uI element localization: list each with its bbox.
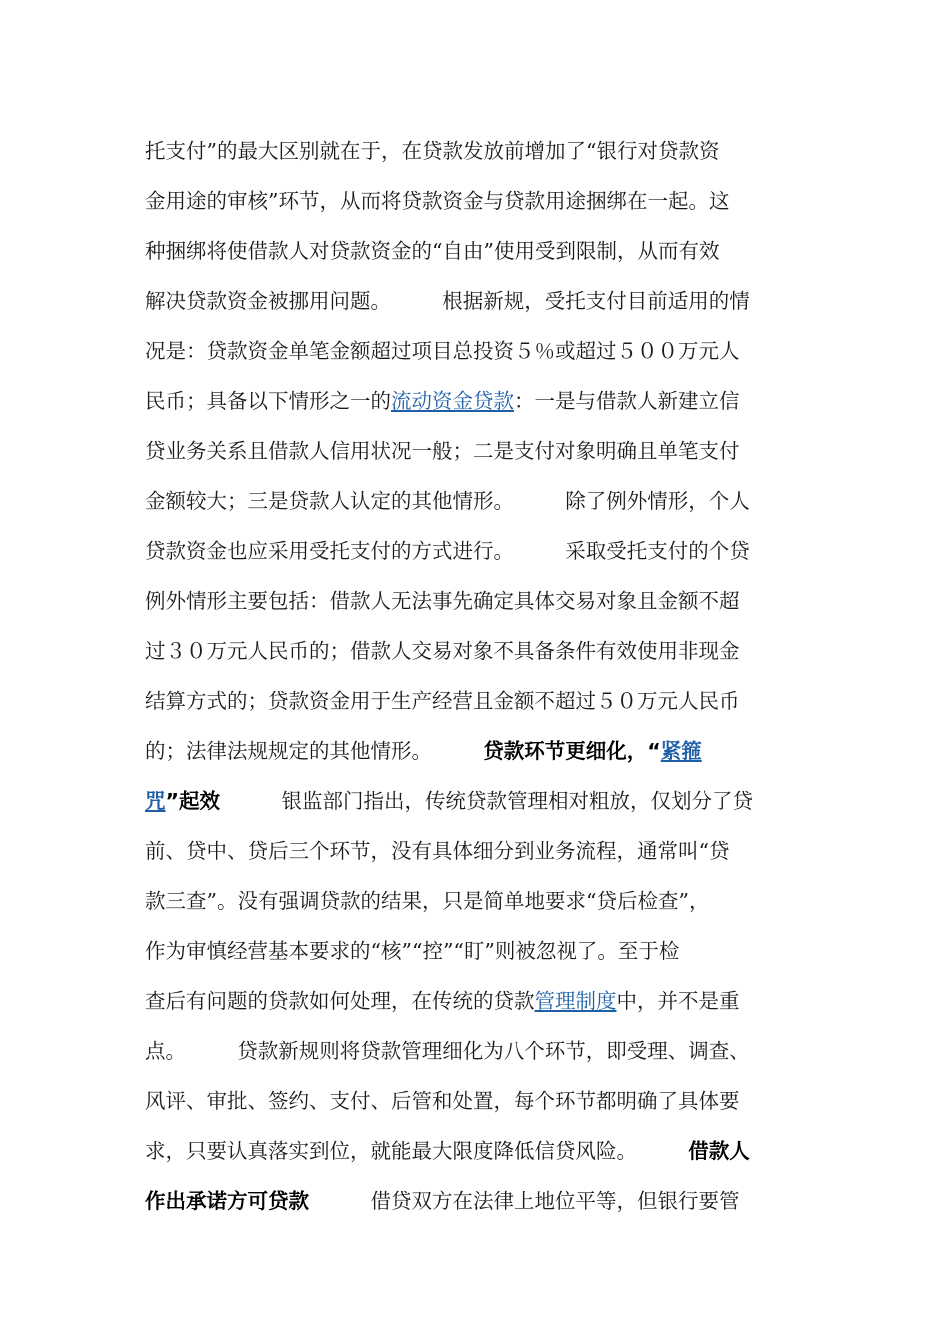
text-line (145, 281, 750, 321)
text-span: 民币；具备以下情形之一的 (145, 389, 391, 413)
text-span: 贷款资金也应采用受托支付的方式进行。 采取受托支付的个贷 (145, 539, 750, 563)
text-span: 过３０万元人民币的；借款人交易对象不具备条件有效使用非现金 (145, 639, 740, 663)
text-line (145, 131, 719, 171)
text-line (145, 681, 740, 721)
link-liudong-zijin-daikuan[interactable]: 流动资金贷款 (391, 389, 514, 413)
section-heading: 借款人 (688, 1139, 750, 1163)
text-span: 结算方式的；贷款资金用于生产经营且金额不超过５０万元人民币 (145, 689, 740, 713)
text-span: 中，并不是重 (616, 989, 740, 1013)
text-span: 点。 贷款新规则将贷款管理细化为八个环节，即受理、调查、 (145, 1039, 750, 1063)
text-line (145, 1131, 750, 1171)
text-line (145, 731, 702, 771)
text-line (145, 181, 729, 221)
text-line (145, 781, 753, 821)
text-span: 借贷双方在法律上地位平等，但银行要管 (309, 1189, 740, 1213)
text-line (145, 1181, 740, 1221)
text-span: 款三查”。没有强调贷款的结果，只是简单地要求“贷后检查”， (145, 889, 710, 913)
text-line (145, 531, 750, 571)
text-span: 贷业务关系且借款人信用状况一般；二是支付对象明确且单笔支付 (145, 439, 740, 463)
text-line (145, 331, 740, 371)
text-span: 托支付”的最大区别就在于，在贷款发放前增加了“银行对贷款资 (145, 139, 720, 163)
text-span: 金用途的审核”环节，从而将贷款资金与贷款用途捆绑在一起。这 (145, 189, 730, 213)
text-line (145, 231, 719, 271)
text-line (145, 981, 740, 1021)
text-span: 求，只要认真落实到位，就能最大限度降低信贷风险。 (145, 1139, 689, 1163)
text-span: 银监部门指出，传统贷款管理相对粗放，仅划分了贷 (219, 789, 753, 813)
text-line (145, 381, 740, 421)
text-span: 的；法律法规规定的其他情形。 (145, 739, 484, 763)
section-heading: ”起效 (165, 789, 220, 813)
section-heading: 作出承诺方可贷款 (145, 1189, 309, 1213)
text-line (145, 481, 750, 521)
section-heading: 贷款环节更细化，“ (483, 739, 661, 763)
text-line (145, 431, 740, 471)
link-jinguzhou[interactable]: 紧箍 (660, 739, 702, 763)
text-span: 查后有问题的贷款如何处理，在传统的贷款 (145, 989, 535, 1013)
link-guanli-zhidu[interactable]: 管理制度 (534, 989, 617, 1013)
text-span: ：一是与借款人新建立信 (514, 389, 740, 413)
text-line (145, 881, 709, 921)
text-span: 作为审慎经营基本要求的“核”“控”“盯”则被忽视了。至于检 (145, 939, 680, 963)
text-line (145, 1081, 740, 1121)
text-span: 风评、审批、签约、支付、后管和处置，每个环节都明确了具体要 (145, 1089, 740, 1113)
text-line (145, 631, 740, 671)
text-line (145, 581, 740, 621)
text-span: 种捆绑将使借款人对贷款资金的“自由”使用受到限制，从而有效 (145, 239, 720, 263)
link-jinguzhou[interactable]: 咒 (145, 789, 166, 813)
text-line (145, 931, 679, 971)
text-line (145, 831, 729, 871)
text-span: 金额较大；三是贷款人认定的其他情形。 除了例外情形，个人 (145, 489, 750, 513)
text-span: 况是：贷款资金单笔金额超过项目总投资５％或超过５００万元人 (145, 339, 740, 363)
text-line (145, 1031, 750, 1071)
text-span: 解决贷款资金被挪用问题。 根据新规，受托支付目前适用的情 (145, 289, 750, 313)
text-span: 例外情形主要包括：借款人无法事先确定具体交易对象且金额不超 (145, 589, 740, 613)
text-span: 前、贷中、贷后三个环节，没有具体细分到业务流程，通常叫“贷 (145, 839, 730, 863)
